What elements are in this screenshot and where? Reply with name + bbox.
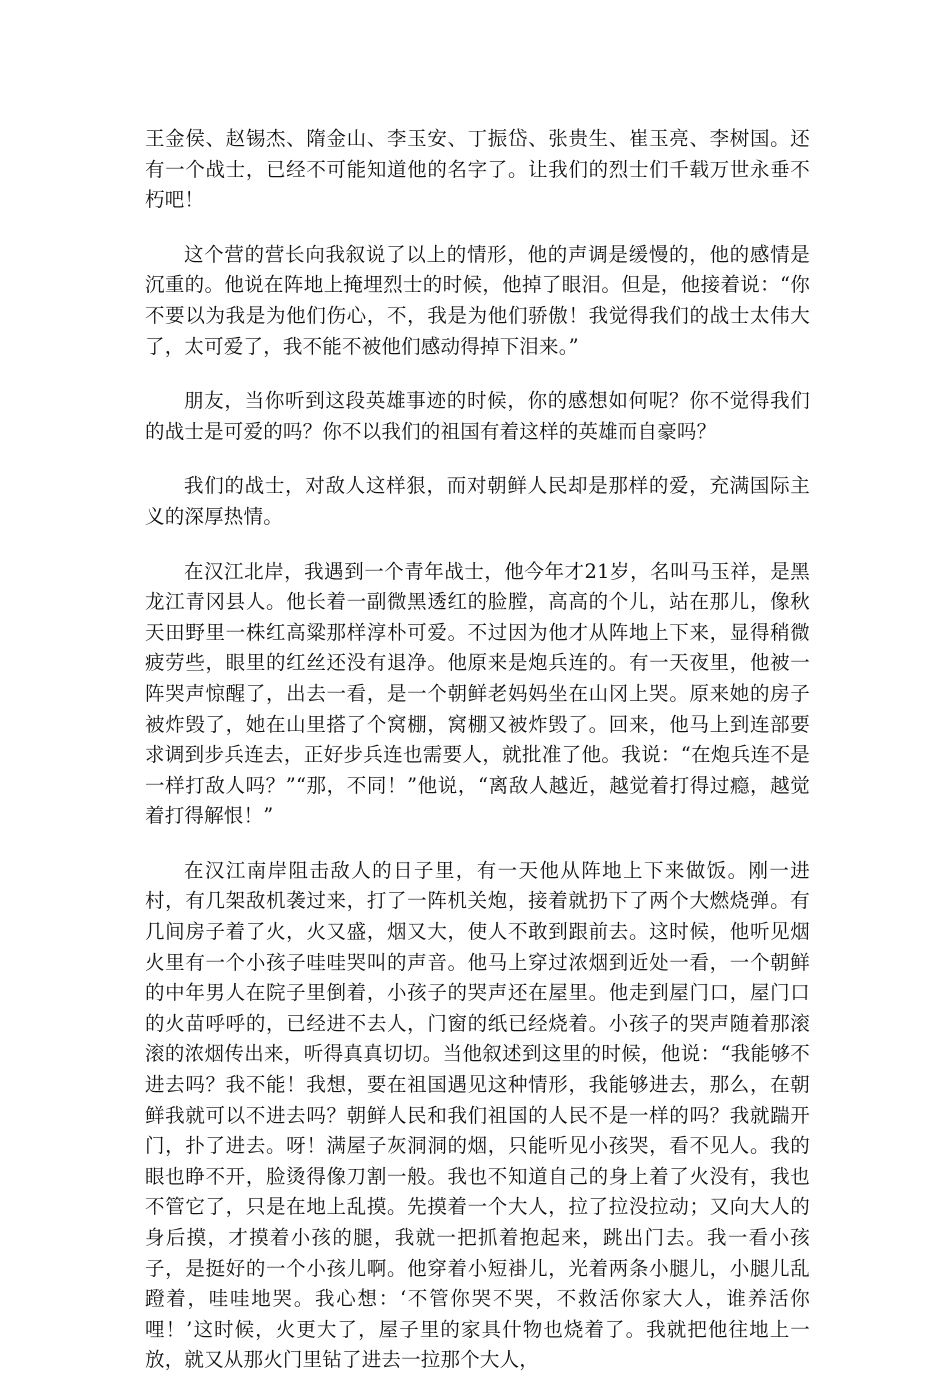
paragraph-2: 这个营的营长向我叙说了以上的情形，他的声调是缓慢的，他的感情是沉重的。他说在阵地上掩埋烈士的时候，他掉了眼泪。但是，他接着说：“你不要以为我是为他们伤心，不，我是为他们骄傲！我觉得我们的战士太伟大了，太可爱了，我不能不被他们感动得掉下泪来。” — [145, 242, 810, 358]
paragraph-6: 在汉江南岸阻击敌人的日子里，有一天他从阵地上下来做饭。刚一进村，有几架敌机袭过来，打了一阵机关炮，接着就扔下了两个大燃烧弹。有几间房子着了火，火又盛，烟又大，使人不敢到跟前去。这时候，他听见烟火里有一个小孩子哇哇哭叫的声音。他马上穿过浓烟到近处一看，一个朝鲜的中年男人在院子里倒着，小孩子的哭声还在屋里。他走到屋门口，屋门口的火苗呼呼的，已经进不去人，门窗的纸已经烧着。小孩子的哭声随着那滚滚的浓烟传出来，听得真真切切。当他叙述到这里的时候，他说：“我能够不进去吗？我不能！我想，要在祖国遇见这种情形，我能够进去，那么，在朝鲜我就可以不进去吗？朝鲜人民和我们祖国的人民不是一样的吗？我就踹开门，扑了进去。呀！满屋子灰洞洞的烟，只能听见小孩哭，看不见人。我的眼也睁不开，脸烫得像刀割一般。我也不知道自己的身上着了火没有，我也不管它了，只是在地上乱摸。先摸着一个大人，拉了拉没拉动；又向大人的身后摸，才摸着小孩的腿，我就一把抓着抱起来，跳出门去。我一看小孩子，是挺好的一个小孩儿啊。他穿着小短褂儿，光着两条小腿儿，小腿儿乱蹬着，哇哇地哭。我心想：‘不管你哭不哭，不救活你家大人，谁养活你哩！’这时候，火更大了，屋子里的家具什物也烧着了。我就把他往地上一放，就又从那火门里钻了进去一拉那个大人， — [145, 858, 810, 1372]
paragraph-1: 王金侯、赵锡杰、隋金山、李玉安、丁振岱、张贵生、崔玉亮、李树国。还有一个战士，已经不可能知道他的名字了。让我们的烈士们千载万世永垂不朽吧！ — [145, 127, 810, 212]
paragraph-4: 我们的战士，对敌人这样狠，而对朝鲜人民却是那样的爱，充满国际主义的深厚热情。 — [145, 474, 810, 528]
document-body — [145, 124, 810, 1400]
paragraph-5: 在汉江北岸，我遇到一个青年战士，他今年才21岁，名叫马玉祥，是黑龙江青冈县人。他长着一副微黑透红的脸膛，高高的个儿，站在那儿，像秋天田野里一株红高粱那样淳朴可爱。不过因为他才从阵地上下来，显得稍微疲劳些，眼里的红丝还没有退净。他原来是炮兵连的。有一天夜里，他被一阵哭声惊醒了，出去一看，是一个朝鲜老妈妈坐在山冈上哭。原来她的房子被炸毁了，她在山里搭了个窝棚，窝棚又被炸毁了。回来，他马上到连部要求调到步兵连去，正好步兵连也需要人，就批准了他。我说：“在炮兵连不是一样打敌人吗？”“那，不同！”他说，“离敌人越近，越觉着打得过瘾，越觉着打得解恨！” — [145, 559, 810, 828]
paragraph-3: 朋友，当你听到这段英雄事迹的时候，你的感想如何呢？你不觉得我们的战士是可爱的吗？你不以我们的祖国有着这样的英雄而自豪吗？ — [145, 389, 810, 443]
